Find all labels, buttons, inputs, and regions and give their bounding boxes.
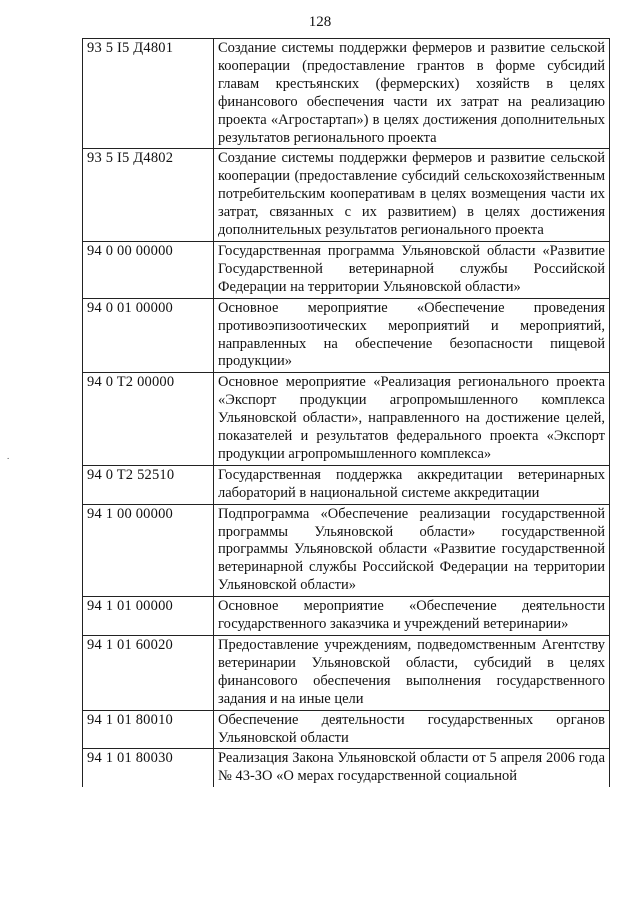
item-description: Реализация Закона Ульяновской области от 5 апреля 2006 года № 43-ЗО «О мерах государственной социальной — [214, 749, 610, 787]
item-description: Основное мероприятие «Обеспечение деятельности государственного заказчика и учреждений ветеринарии» — [214, 597, 610, 636]
classification-code: 94 1 00 00000 — [83, 504, 214, 597]
table-row — [83, 241, 610, 298]
classification-code: 94 1 01 00000 — [83, 597, 214, 636]
classification-code: 93 5 I5 Д4801 — [83, 39, 214, 149]
budget-classification-table — [82, 38, 610, 787]
classification-code: 94 1 01 80030 — [83, 749, 214, 787]
item-description: Подпрограмма «Обеспечение реализации государственной программы Ульяновской области» государственной программы Ульяновской области «Развитие государственной ветеринарной службы Российской Федерации на территории Ульяновской области» — [214, 504, 610, 597]
table-row — [83, 149, 610, 242]
table-row — [83, 39, 610, 149]
classification-code: 94 0 01 00000 — [83, 298, 214, 373]
item-description: Обеспечение деятельности государственных органов Ульяновской области — [214, 710, 610, 749]
classification-code: 94 0 T2 00000 — [83, 373, 214, 466]
item-description: Основное мероприятие «Обеспечение проведения противоэпизоотических мероприятий и мероприятий, направленных на обеспечение безопасности пищевой продукции» — [214, 298, 610, 373]
table-row — [83, 597, 610, 636]
item-description: Государственная поддержка аккредитации ветеринарных лабораторий в национальной системе аккредитации — [214, 465, 610, 504]
classification-code: 94 1 01 80010 — [83, 710, 214, 749]
table-row — [83, 298, 610, 373]
table-body — [83, 39, 610, 788]
item-description: Создание системы поддержки фермеров и развитие сельской кооперации (предоставление грантов в форме субсидий главам крестьянских (фермерских) хозяйств в целях финансового обеспечения части их затрат на реализацию проекта «Агростартап») в целях достижения дополнительных результатов регионального проекта — [214, 39, 610, 149]
table-row — [83, 465, 610, 504]
classification-code: 94 1 01 60020 — [83, 636, 214, 711]
table-row — [83, 749, 610, 787]
classification-code: 93 5 I5 Д4802 — [83, 149, 214, 242]
classification-code: 94 0 T2 52510 — [83, 465, 214, 504]
item-description: Государственная программа Ульяновской области «Развитие Государственной ветеринарной службы Российской Федерации на территории Ульяновской области» — [214, 241, 610, 298]
classification-code: 94 0 00 00000 — [83, 241, 214, 298]
table-row — [83, 373, 610, 466]
stray-mark: . — [7, 451, 10, 461]
table-row — [83, 710, 610, 749]
item-description: Создание системы поддержки фермеров и развитие сельской кооперации (предоставление субсидий сельскохозяйственным потребительским кооперативам в целях возмещения части их затрат, связанных с их развитием) в целях достижения дополнительных результатов регионального проекта — [214, 149, 610, 242]
item-description: Предоставление учреждениям, подведомственным Агентству ветеринарии Ульяновской области, субсидий в целях финансового обеспечения выполнения государственного задания и на иные цели — [214, 636, 610, 711]
page-number: 128 — [308, 14, 332, 30]
item-description: Основное мероприятие «Реализация регионального проекта «Экспорт продукции агропромышленного комплекса Ульяновской области», направленного на достижение целей, показателей и результатов федерального проекта «Экспорт продукции агропромышленного комплекса» — [214, 373, 610, 466]
table-row — [83, 504, 610, 597]
table-row — [83, 636, 610, 711]
